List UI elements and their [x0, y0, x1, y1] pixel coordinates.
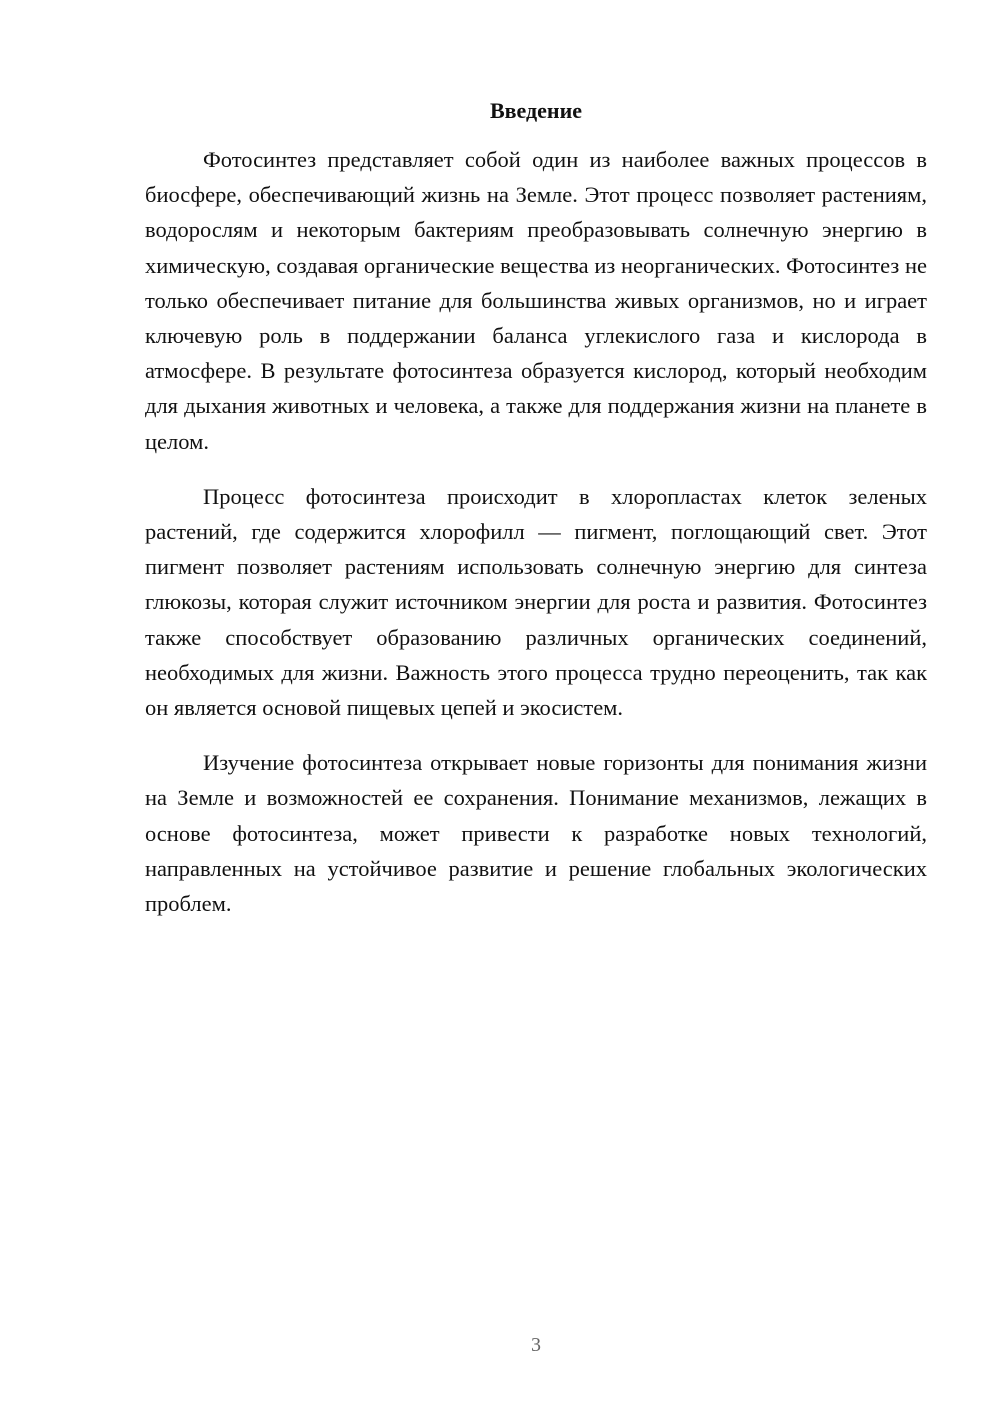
document-body [145, 96, 927, 921]
section-heading: Введение [489, 98, 583, 123]
paragraph-2: Процесс фотосинтеза происходит в хлоропластах клеток зеленых растений, где содержится хлорофилл — пигмент, поглощающий свет. Этот пигмент позволяет растениям использовать солнечную энергию для синтеза глюкозы, которая служит источником энергии для роста и развития. Фотосинтез также способствует образованию различных органических соединений, необходимых для жизни. Важность этого процесса трудно переоценить, так как он является основой пищевых цепей и экосистем. [145, 483, 927, 721]
page-number: 3 [531, 1334, 541, 1356]
paragraph-1: Фотосинтез представляет собой один из наиболее важных процессов в биосфере, обеспечивающий жизнь на Земле. Этот процесс позволяет растениям, водорослям и некоторым бактериям преобразовывать солнечную энергию в химическую, создавая органические вещества из неорганических. Фотосинтез не только обеспечивает питание для большинства живых организмов, но и играет ключевую роль в поддержании баланса углекислого газа и кислорода в атмосфере. В результате фотосинтеза образуется кислород, который необходим для дыхания животных и человека, а также для поддержания жизни на планете в целом. [145, 147, 927, 454]
paragraph-3: Изучение фотосинтеза открывает новые горизонты для понимания жизни на Земле и возможностей ее сохранения. Понимание механизмов, лежащих в основе фотосинтеза, может привести к разработке новых технологий, направленных на устойчивое развитие и решение глобальных экологических проблем. [145, 750, 927, 917]
